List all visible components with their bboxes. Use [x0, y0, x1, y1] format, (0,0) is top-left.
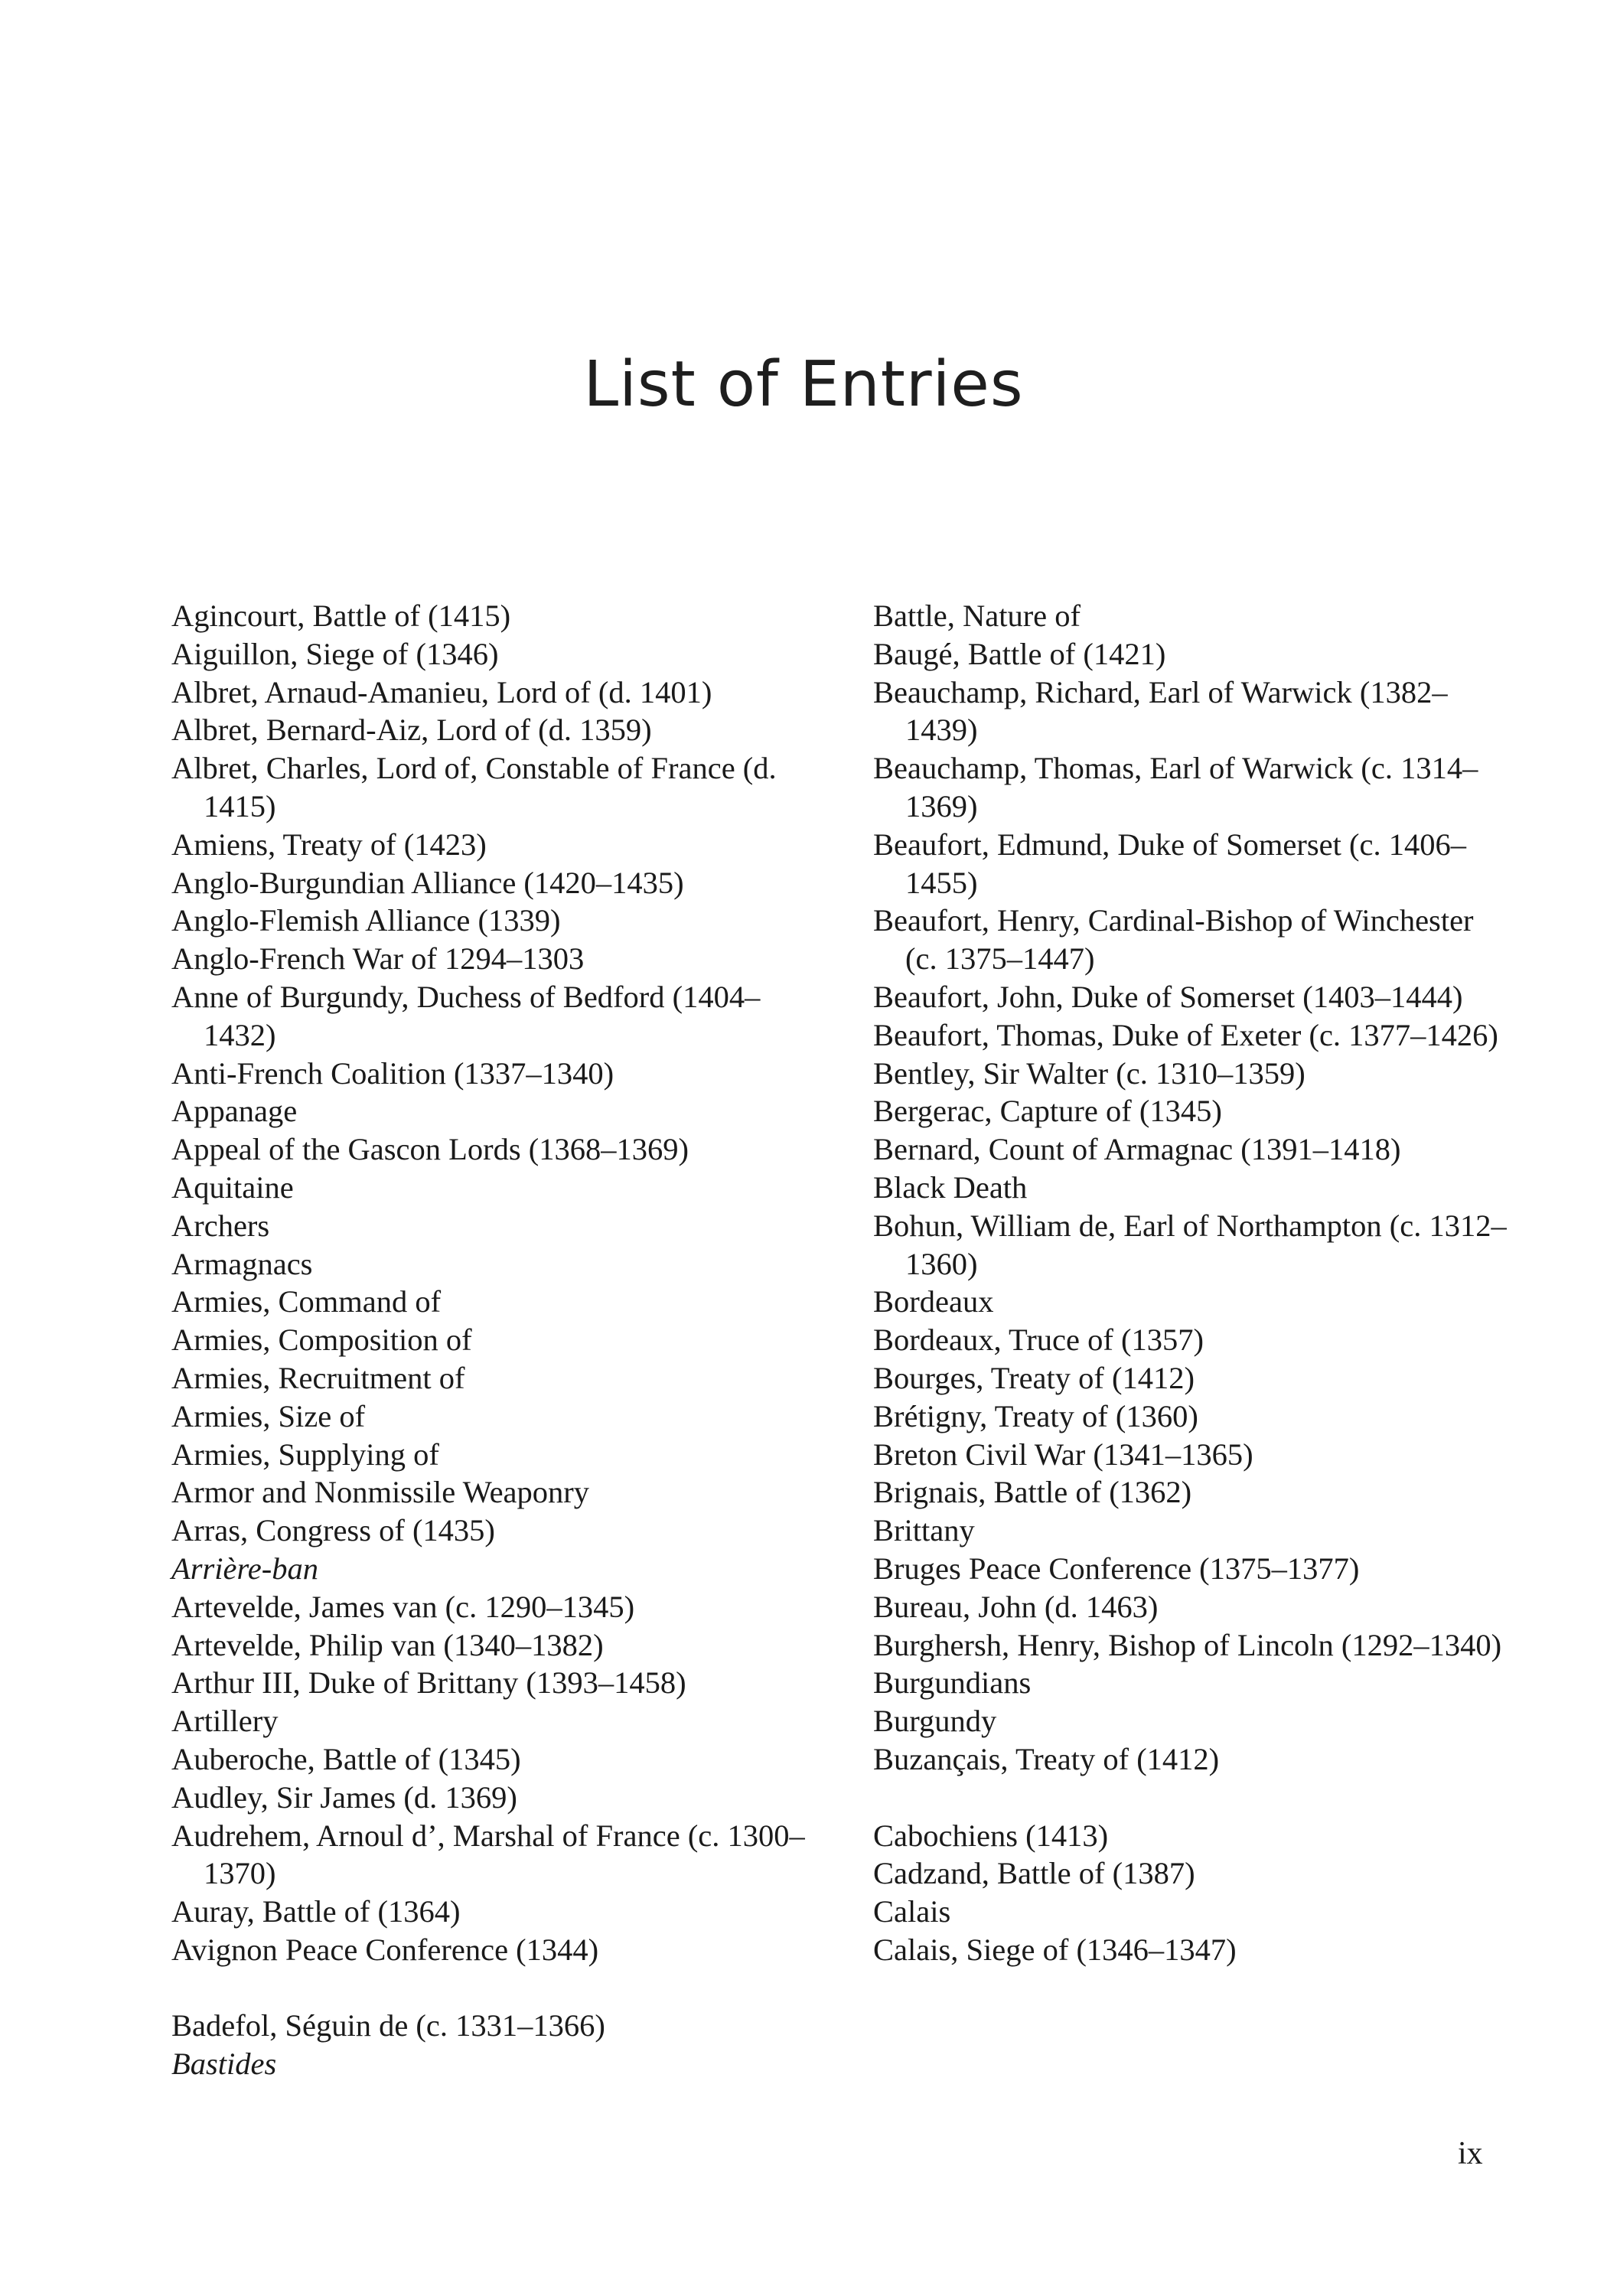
entry-item: Agincourt, Battle of (1415) [171, 598, 511, 633]
entry-item: Bergerac, Capture of (1345) [873, 1094, 1222, 1129]
entry-item: Bohun, William de, Earl of Northampton (c. 1312–1360) [873, 1208, 1507, 1281]
entry-item: Brittany [873, 1513, 975, 1548]
entry-item: Bruges Peace Conference (1375–1377) [873, 1551, 1360, 1586]
entry-item: Artevelde, James van (c. 1290–1345) [171, 1589, 635, 1624]
entry-item: Beauchamp, Thomas, Earl of Warwick (c. 1314–1369) [873, 751, 1478, 823]
entry-item: Appanage [171, 1094, 298, 1129]
entry-item: Arrière-ban [171, 1551, 318, 1586]
entry-item: Armagnacs [171, 1246, 313, 1281]
entry-item: Armies, Size of [171, 1398, 366, 1433]
entry-item: Bordeaux, Truce of (1357) [873, 1322, 1204, 1358]
entry-item: Armor and Nonmissile Weaponry [171, 1475, 590, 1510]
entry-item: Bernard, Count of Armagnac (1391–1418) [873, 1132, 1401, 1167]
entry-item: Anglo-Flemish Alliance (1339) [171, 903, 561, 938]
entry-item: Audley, Sir James (d. 1369) [171, 1779, 517, 1815]
entry-item: Albret, Arnaud-Amanieu, Lord of (d. 1401) [171, 674, 712, 709]
entry-item: Anglo-Burgundian Alliance (1420–1435) [171, 865, 684, 900]
entry-item: Beauchamp, Richard, Earl of Warwick (1382–1439) [873, 674, 1448, 748]
entry-item: Armies, Supplying of [171, 1437, 439, 1472]
entry-item: Bourges, Treaty of (1412) [873, 1360, 1195, 1395]
entries-left-column [171, 597, 830, 2083]
entry-item: Armies, Command of [171, 1284, 442, 1319]
page-title: List of Entries [583, 348, 1024, 421]
entry-item: Anti-French Coalition (1337–1340) [171, 1055, 614, 1091]
entry-item: Beaufort, John, Duke of Somerset (1403–1444) [873, 979, 1463, 1014]
entry-item: Appeal of the Gascon Lords (1368–1369) [171, 1132, 689, 1167]
entry-item: Calais [873, 1894, 951, 1929]
entry-item: Bordeaux [873, 1284, 994, 1319]
entry-item: Armies, Composition of [171, 1322, 472, 1358]
entry-item: Breton Civil War (1341–1365) [873, 1437, 1253, 1472]
entry-item: Archers [171, 1208, 270, 1243]
entry-item: Bureau, John (d. 1463) [873, 1589, 1159, 1624]
entry-item: Avignon Peace Conference (1344) [171, 1932, 599, 1967]
entry-item: Calais, Siege of (1346–1347) [873, 1932, 1237, 1967]
entry-item: Badefol, Séguin de (c. 1331–1366) [171, 2008, 605, 2043]
entry-item: Beaufort, Henry, Cardinal-Bishop of Winchester (c. 1375–1447) [873, 903, 1474, 977]
entry-item: Battle, Nature of [873, 598, 1081, 633]
entry-item: Arras, Congress of (1435) [171, 1513, 495, 1548]
entry-item: Burgundians [873, 1665, 1032, 1701]
entry-item: Aquitaine [171, 1169, 294, 1205]
entry-item: Burgundy [873, 1704, 997, 1739]
entry-item: Anne of Burgundy, Duchess of Bedford (1404–1432) [171, 979, 761, 1052]
entry-item: Beaufort, Thomas, Duke of Exeter (c. 1377–1426) [873, 1017, 1498, 1052]
entry-item: Auray, Battle of (1364) [171, 1894, 461, 1929]
entry-item: Arthur III, Duke of Brittany (1393–1458) [171, 1665, 686, 1701]
entry-item: Bastides [171, 2047, 277, 2082]
page-number: ix [1458, 2136, 1483, 2171]
entry-item: Artillery [171, 1704, 279, 1739]
entry-item: Albret, Bernard-Aiz, Lord of (d. 1359) [171, 713, 652, 748]
entry-item: Anglo-French War of 1294–1303 [171, 941, 585, 977]
entry-item: Albret, Charles, Lord of, Constable of France (d. 1415) [171, 751, 777, 823]
entry-item: Black Death [873, 1169, 1028, 1205]
entry-item: Audrehem, Arnoul d’, Marshal of France (c. 1300–1370) [171, 1818, 805, 1891]
entries-right-column [873, 597, 1508, 1969]
entry-item: Armies, Recruitment of [171, 1360, 465, 1395]
entry-item: Burghersh, Henry, Bishop of Lincoln (1292–1340) [873, 1627, 1502, 1662]
entry-item: Amiens, Treaty of (1423) [171, 827, 487, 862]
entry-item: Buzançais, Treaty of (1412) [873, 1741, 1220, 1776]
entry-item: Cabochiens (1413) [873, 1818, 1109, 1853]
entry-item: Aiguillon, Siege of (1346) [171, 636, 499, 671]
entry-item: Beaufort, Edmund, Duke of Somerset (c. 1406–1455) [873, 827, 1466, 900]
entry-item: Cadzand, Battle of (1387) [873, 1856, 1195, 1891]
entry-item: Brignais, Battle of (1362) [873, 1475, 1192, 1510]
entry-item: Baugé, Battle of (1421) [873, 636, 1166, 671]
entry-item: Brétigny, Treaty of (1360) [873, 1398, 1198, 1433]
entry-item: Bentley, Sir Walter (c. 1310–1359) [873, 1055, 1305, 1091]
entry-item: Auberoche, Battle of (1345) [171, 1741, 521, 1776]
entry-item: Artevelde, Philip van (1340–1382) [171, 1627, 604, 1662]
